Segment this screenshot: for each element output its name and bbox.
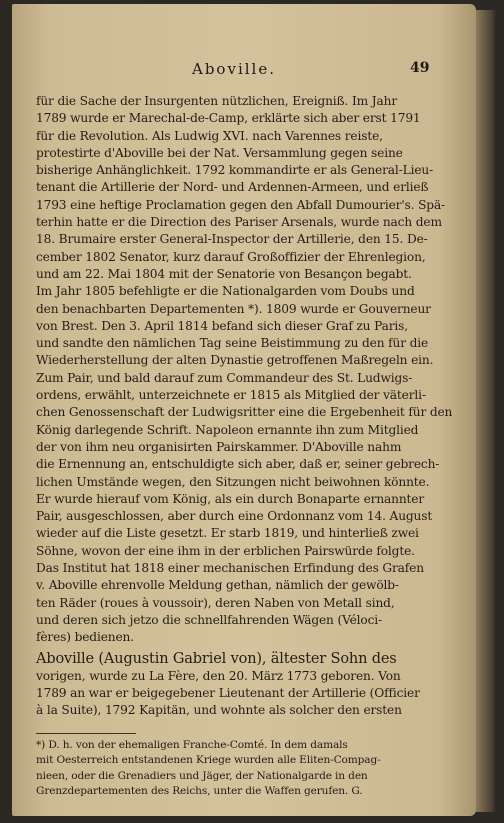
running-title: Aboville.	[192, 60, 276, 78]
footnote-line: mit Oesterreich entstandenen Kriege wurden alle Eliten-Compag-	[36, 754, 381, 767]
text-line: für die Sache der Insurgenten nützlichen, Ereigniß. Im Jahr	[36, 94, 398, 108]
page-number: 49	[410, 60, 430, 76]
entry-heading-line: Aboville (Augustin Gabriel von), ältester Sohn des	[36, 650, 397, 667]
text-line: v. Aboville ehrenvolle Meldung gethan, nämlich der gewölb-	[36, 578, 399, 593]
text-line: den benachbarten Departementen *). 1809 wurde er Gouverneur	[36, 301, 431, 316]
footnote-rule	[36, 733, 136, 734]
text-line: Das Institut hat 1818 einer mechanischen Erfindung des Grafen	[36, 561, 424, 576]
text-line: chen Genossenschaft der Ludwigsritter eine die Ergebenheit für den	[36, 405, 452, 420]
text-line: Im Jahr 1805 befehligte er die Nationalgarden vom Doubs und	[36, 284, 415, 299]
text-line: König darlegende Schrift. Napoleon ernannte ihn zum Mitglied	[36, 422, 419, 437]
text-line: Pair, ausgeschlossen, aber durch eine Ordonnanz vom 14. August	[36, 509, 433, 524]
text-line: für die Revolution. Als Ludwig XVI. nach Varennes reiste,	[36, 128, 383, 143]
paragraph-1	[36, 93, 452, 647]
text-line: Wiederherstellung der alten Dynastie getroffenen Maßregeln ein.	[36, 353, 434, 368]
footnote-line: Grenzdepartementen des Reichs, unter die Waffen gerufen. G.	[36, 784, 363, 797]
footnote-line: nieen, oder die Grenadiers und Jäger, der Nationalgarde in den	[36, 769, 368, 782]
page-header	[12, 60, 476, 82]
text-line: und sandte den nämlichen Tag seine Beistimmung zu den für die	[36, 336, 429, 351]
text-line: und deren sich jetzo die schnellfahrenden Wägen (Véloci-	[36, 612, 382, 627]
text-line: Söhne, wovon der eine ihm in der erblichen Pairswürde folgte.	[36, 543, 415, 558]
text-line: terhin hatte er die Direction des Pariser Arsenals, wurde nach dem	[36, 215, 442, 230]
text-line: à la Suite), 1792 Kapitän, und wohnte als solcher den ersten	[36, 703, 402, 718]
footnote	[36, 738, 452, 799]
text-line: der von ihm neu organisirten Pairskammer. D'Aboville nahm	[36, 439, 402, 454]
text-line: vorigen, wurde zu La Fère, den 20. März 1773 geboren. Von	[36, 668, 401, 683]
main-text	[36, 93, 452, 720]
text-line: die Ernennung an, entschuldigte sich aber, daß er, seiner gebrech-	[36, 457, 440, 472]
text-line: 1793 eine heftige Proclamation gegen den Abfall Dumourier's. Spä-	[36, 197, 446, 212]
book-edge	[476, 10, 496, 812]
text-line: und am 22. Mai 1804 mit der Senatorie von Besançon begabt.	[36, 266, 412, 281]
text-line: lichen Umstände wegen, den Sitzungen nicht beiwohnen könnte.	[36, 474, 430, 489]
text-line: Er wurde hierauf vom König, als ein durch Bonaparte ernannter	[36, 491, 425, 506]
text-line: 1789 wurde er Marechal-de-Camp, erklärte sich aber erst 1791	[36, 111, 421, 126]
text-line: ten Räder (roues à voussoir), deren Naben von Metall sind,	[36, 595, 395, 610]
text-line: 18. Brumaire erster General-Inspector der Artillerie, den 15. De-	[36, 232, 428, 247]
text-line: cember 1802 Senator, kurz darauf Großoffizier der Ehrenlegion,	[36, 249, 426, 264]
text-line: fères) bedienen.	[36, 630, 134, 645]
text-line: Zum Pair, und bald darauf zum Commandeur des St. Ludwigs-	[36, 370, 413, 385]
text-line: protestirte d'Aboville bei der Nat. Versammlung gegen seine	[36, 145, 403, 160]
text-line: bisherige Anhänglichkeit. 1792 kommandirte er als General-Lieu-	[36, 163, 434, 178]
text-line: von Brest. Den 3. April 1814 befand sich dieser Graf zu Paris,	[36, 318, 408, 333]
text-line: tenant die Artillerie der Nord- und Ardennen-Armeen, und erließ	[36, 180, 429, 195]
footnote-line: *) D. h. von der ehemaligen Franche-Comté. In dem damals	[36, 739, 348, 751]
text-line: ordens, erwählt, unterzeichnete er 1815 als Mitglied der väterli-	[36, 388, 426, 403]
paragraph-2	[36, 651, 452, 720]
text-line: wieder auf die Liste gesetzt. Er starb 1819, und hinterließ zwei	[36, 526, 419, 541]
text-line: 1789 an war er beigegebener Lieutenant der Artillerie (Officier	[36, 686, 420, 701]
